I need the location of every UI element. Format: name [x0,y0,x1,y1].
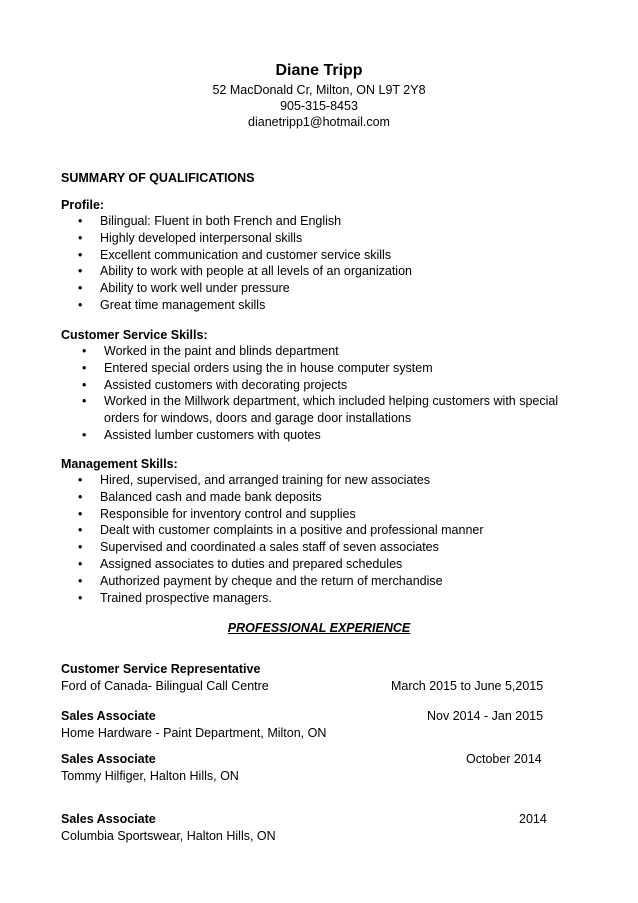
job-entry [61,661,551,694]
list-item: • Assisted lumber customers with quotes [82,427,321,442]
bullet-icon: • [82,344,87,358]
candidate-name: Diane Tripp [275,62,363,79]
customer-service-list [82,343,580,444]
profile-list [78,213,580,314]
job-title: Customer Service Representative [61,662,261,676]
list-item: • Authorized payment by cheque and the return of merchandise [78,573,443,588]
bullet-icon: • [82,360,87,375]
list-item: • Entered special orders using the in house computer system [82,360,433,375]
job-dates: 2014 [519,812,547,826]
list-item: • Ability to work with people at all levels of an organization [78,264,412,279]
job-dates: October 2014 [466,752,542,766]
list-item: • Assigned associates to duties and prepared schedules [78,556,403,571]
experience-heading: PROFESSIONAL EXPERIENCE [227,621,411,635]
bullet-icon: • [78,590,83,605]
bullet-icon: • [82,427,87,442]
bullet-icon: • [82,377,87,392]
job-title: Sales Associate [61,812,156,826]
list-item: • Ability to work well under pressure [78,281,290,296]
management-heading: Management Skills: [61,457,178,471]
job-dates: Nov 2014 - Jan 2015 [427,709,544,723]
bullet-icon: • [78,297,83,312]
bullet-icon: • [78,573,83,588]
list-item: • Dealt with customer complaints in a positive and professional manner [78,523,484,538]
bullet-icon: • [78,214,83,228]
summary-heading: SUMMARY OF QUALIFICATIONS [61,171,255,185]
email: dianetripp1@hotmail.com [248,115,390,129]
job-company: Home Hardware - Paint Department, Milton, ON [61,725,327,740]
list-item: • Responsible for inventory control and supplies [78,506,356,521]
job-company: Columbia Sportswear, Halton Hills, ON [61,828,276,843]
management-list [78,472,580,606]
bullet-icon: • [78,473,83,487]
list-item: • Excellent communication and customer service skills [78,247,392,262]
bullet-icon: • [78,540,83,555]
list-item: • Balanced cash and made bank deposits [78,489,322,504]
list-item: • Supervised and coordinated a sales staff of seven associates [78,540,439,555]
bullet-icon: • [78,523,83,538]
list-item: • Great time management skills [78,297,266,312]
phone: 905-315-8453 [280,99,358,113]
list-item: • Worked in the paint and blinds department [82,344,339,358]
profile-heading: Profile: [61,198,105,212]
job-entry [61,751,551,784]
bullet-icon: • [78,230,83,245]
list-item: • Worked in the Millwork department, which included helping customers with special orders for windows, doors and garage door installations [82,394,559,426]
customer-service-heading: Customer Service Skills: [61,328,208,342]
job-entry [61,708,551,741]
bullet-icon: • [78,506,83,521]
list-item: • Assisted customers with decorating projects [82,377,348,392]
list-item: • Highly developed interpersonal skills [78,230,303,245]
bullet-icon: • [78,264,83,279]
list-item: • Trained prospective managers. [78,590,272,605]
bullet-icon: • [82,394,87,409]
job-company: Ford of Canada- Bilingual Call Centre [61,678,269,693]
list-item: • Bilingual: Fluent in both French and English [78,214,342,228]
job-company: Tommy Hilfiger, Halton Hills, ON [61,768,239,783]
list-item: • Hired, supervised, and arranged training for new associates [78,473,431,487]
job-entry [61,811,551,844]
job-dates: March 2015 to June 5,2015 [391,678,544,693]
bullet-icon: • [78,556,83,571]
bullet-icon: • [78,489,83,504]
bullet-icon: • [78,247,83,262]
bullet-icon: • [78,281,83,296]
job-title: Sales Associate [61,752,156,766]
job-title: Sales Associate [61,709,156,723]
address: 52 MacDonald Cr, Milton, ON L9T 2Y8 [212,83,426,97]
